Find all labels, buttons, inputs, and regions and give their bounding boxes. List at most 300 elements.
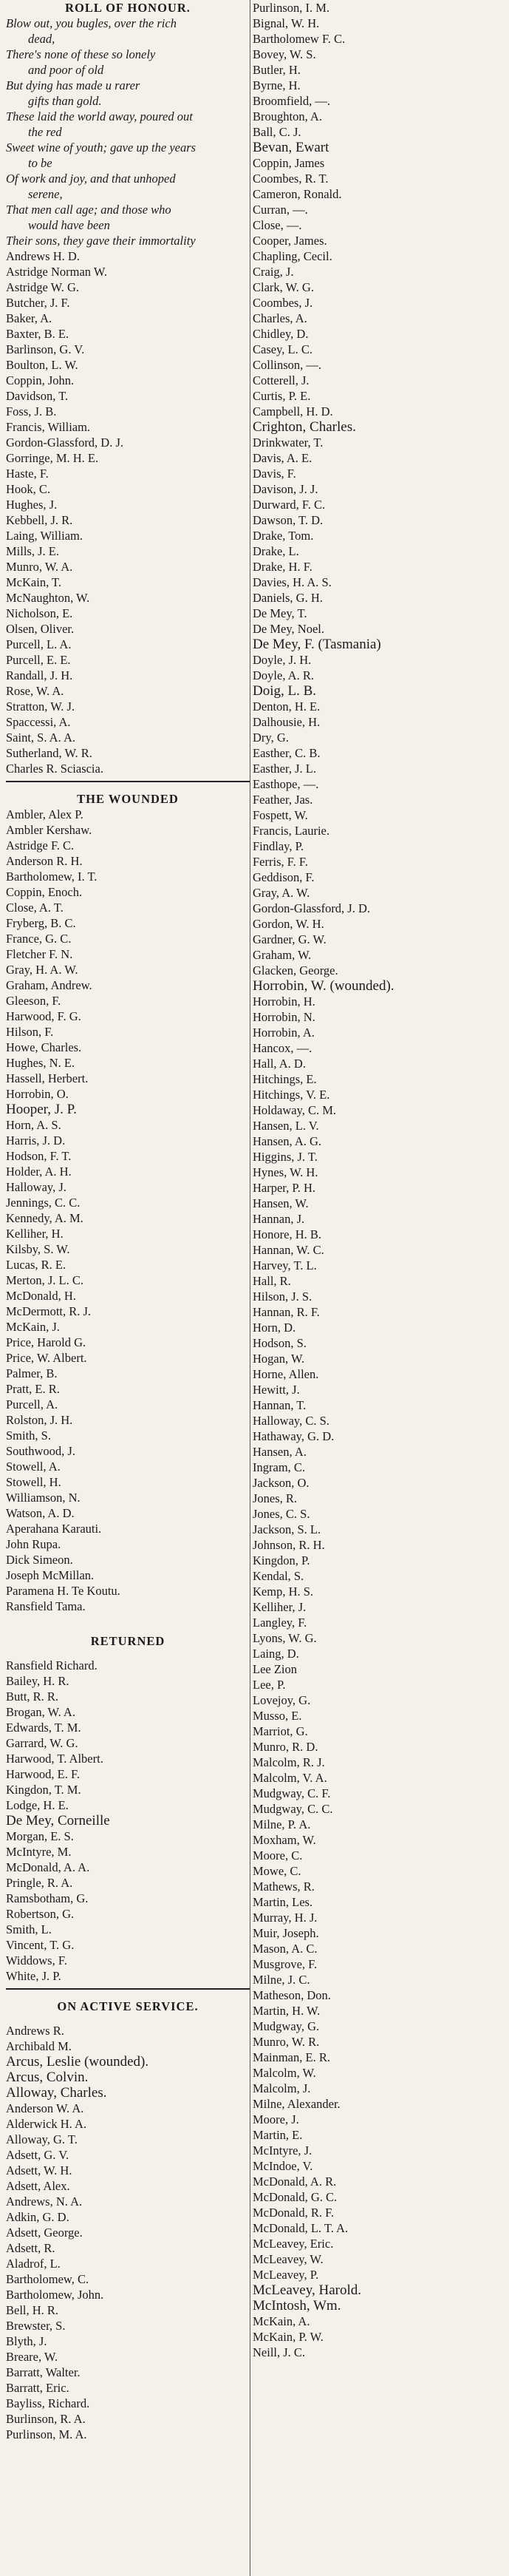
name-entry: Hathaway, G. D.	[253, 1429, 335, 1443]
name-entry: Saint, S. A. A.	[6, 731, 75, 745]
name-entry: Close, A. T.	[6, 901, 64, 915]
name-entry: Robertson, G.	[6, 1907, 75, 1921]
name-entry: Ransfield Tama.	[6, 1599, 86, 1613]
roll-of-honour-heading: ROLL OF HONOUR.	[65, 1, 191, 15]
name-entry: Easthope, —.	[253, 777, 319, 791]
name-entry: Horrobin, W. (wounded).	[253, 978, 394, 994]
poem-line: to be	[28, 156, 52, 170]
name-entry: McKain, P. W.	[253, 2330, 324, 2344]
name-entry: Halloway, J.	[6, 1180, 66, 1194]
name-entry: Merton, J. L. C.	[6, 1273, 83, 1287]
name-entry: Ferris, F. F.	[253, 855, 308, 869]
name-entry: McLeavey, P.	[253, 2268, 319, 2282]
name-entry: McIndoe, V.	[253, 2159, 313, 2173]
name-entry: Davis, F.	[253, 467, 296, 481]
name-entry: Jones, R.	[253, 1491, 298, 1505]
name-entry: Purcell, L. A.	[6, 637, 72, 651]
name-entry: McNaughton, W.	[6, 591, 90, 605]
name-entry: Malcolm, V. A.	[253, 1771, 327, 1785]
name-entry: Smith, S.	[6, 1428, 51, 1443]
name-entry: Hannan, R. F.	[253, 1305, 320, 1319]
poem-line: Sweet wine of youth; gave up the years	[6, 140, 197, 155]
name-entry: Craig, J.	[253, 265, 294, 279]
name-entry: Olsen, Oliver.	[6, 622, 75, 636]
name-entry: Milne, Alexander.	[253, 2097, 341, 2111]
name-entry: Drake, H. F.	[253, 560, 312, 574]
name-entry: Jennings, C. C.	[6, 1196, 81, 1210]
name-entry: De Mey, Corneille	[6, 1813, 110, 1828]
name-entry: Holder, A. H.	[6, 1165, 72, 1179]
name-entry: Garrard, W. G.	[6, 1736, 78, 1750]
name-entry: Gorringe, M. H. E.	[6, 451, 99, 465]
name-entry: Bartholomew, John.	[6, 2288, 104, 2302]
name-entry: Pringle, R. A.	[6, 1876, 73, 1890]
name-entry: Hogan, W.	[253, 1352, 305, 1366]
name-entry: Rose, W. A.	[6, 684, 64, 698]
name-entry: Mason, A. C.	[253, 1942, 318, 1956]
name-entry: McIntyre, J.	[253, 2143, 312, 2158]
name-entry: McDonald, G. C.	[253, 2190, 338, 2204]
poem-line: Of work and joy, and that unhoped	[6, 172, 176, 186]
name-entry: Hall, A. D.	[253, 1057, 306, 1071]
name-entry: Lovejoy, G.	[253, 1693, 311, 1707]
name-entry: Adsett, R.	[6, 2241, 55, 2255]
name-entry: Stratton, W. J.	[6, 699, 75, 714]
name-entry: Gray, H. A. W.	[6, 963, 78, 977]
name-entry: Lee Zion	[253, 1662, 298, 1676]
name-entry: Mowe, C.	[253, 1864, 301, 1878]
name-entry: Bartholomew, I. T.	[6, 870, 98, 884]
spacer	[6, 2014, 250, 2023]
name-entry: Holdaway, C. M.	[253, 1103, 337, 1117]
name-entry: Stowell, A.	[6, 1460, 61, 1474]
name-entry: Feather, Jas.	[253, 793, 313, 807]
name-entry: Ambler, Alex P.	[6, 807, 83, 821]
name-entry: Malcolm, R. J.	[253, 1755, 325, 1769]
section-rule	[6, 1988, 250, 1990]
name-entry: McKain, J.	[6, 1320, 60, 1334]
name-entry: Anderson W. A.	[6, 2101, 84, 2115]
name-entry: Denton, H. E.	[253, 699, 321, 714]
name-entry: Hancox, —.	[253, 1041, 312, 1055]
name-entry: Crighton, Charles.	[253, 419, 356, 435]
name-entry: Milne, P. A.	[253, 1817, 311, 1831]
name-entry: Purlinson, I. M.	[253, 1, 330, 15]
name-entry: Horrobin, H.	[253, 994, 315, 1009]
name-entry: Durward, F. C.	[253, 498, 326, 512]
name-entry: Drake, L.	[253, 544, 299, 558]
name-entry: Horne, Allen.	[253, 1367, 319, 1381]
name-entry: McLeavey, Harold.	[253, 2282, 362, 2298]
name-entry: Hodson, F. T.	[6, 1149, 72, 1163]
name-entry: Moore, J.	[253, 2112, 299, 2126]
name-entry: Baxter, B. E.	[6, 327, 69, 341]
name-entry: Blyth, J.	[6, 2334, 47, 2348]
name-entry: Casey, L. C.	[253, 342, 312, 356]
name-entry: Purcell, E. E.	[6, 653, 71, 667]
name-entry: Widdows, F.	[6, 1953, 67, 1967]
name-entry: Bailey, H. R.	[6, 1674, 69, 1688]
name-entry: Stowell, H.	[6, 1475, 61, 1489]
name-entry: Andrews H. D.	[6, 249, 80, 263]
name-entry: Dawson, T. D.	[253, 513, 324, 527]
name-entry: Hooper, J. P.	[6, 1102, 77, 1117]
name-entry: Moore, C.	[253, 1848, 303, 1862]
name-entry: Nicholson, E.	[6, 606, 73, 620]
name-entry: Graham, Andrew.	[6, 978, 92, 992]
name-entry: Kennedy, A. M.	[6, 1211, 83, 1225]
name-entry: Neill, J. C.	[253, 2345, 306, 2359]
name-entry: Byrne, H.	[253, 78, 301, 92]
name-entry: Hitchings, V. E.	[253, 1088, 330, 1102]
name-entry: Kilsby, S. W.	[6, 1242, 70, 1256]
name-entry: Haste, F.	[6, 467, 49, 481]
name-entry: Adsett, Alex.	[6, 2179, 70, 2193]
poem-line: serene,	[28, 187, 63, 201]
name-entry: Spaccessi, A.	[6, 715, 71, 729]
name-entry: Dalhousie, H.	[253, 715, 321, 729]
name-entry: McDermott, R. J.	[6, 1304, 92, 1318]
name-entry: Martin, H. W.	[253, 2004, 321, 2018]
name-entry: McIntosh, Wm.	[253, 2298, 341, 2314]
name-entry: Brewster, S.	[6, 2319, 66, 2333]
name-entry: Kebbell, J. R.	[6, 513, 73, 527]
name-entry: Davison, J. J.	[253, 482, 318, 496]
name-entry: Alloway, G. T.	[6, 2132, 78, 2146]
name-entry: Malcolm, J.	[253, 2081, 311, 2095]
name-entry: Drake, Tom.	[253, 529, 314, 543]
name-entry: Laing, William.	[6, 529, 83, 543]
name-entry: Lyons, W. G.	[253, 1631, 317, 1645]
name-entry: Dry, G.	[253, 731, 289, 745]
name-entry: Hassell, Herbert.	[6, 1071, 89, 1085]
name-entry: Mudgway, G.	[253, 2019, 320, 2033]
name-entry: Broomfield, —.	[253, 94, 330, 108]
spacer	[6, 1614, 250, 1633]
name-entry: Baker, A.	[6, 311, 52, 325]
name-entry: Coombes, J.	[253, 296, 313, 310]
name-entry: Gleeson, F.	[6, 994, 61, 1008]
name-entry: John Rupa.	[6, 1537, 61, 1551]
wounded-heading: THE WOUNDED	[77, 792, 179, 806]
name-entry: De Mey, Noel.	[253, 622, 324, 636]
poem-line: dead,	[28, 32, 55, 46]
name-entry: Close, —.	[253, 218, 302, 232]
name-entry: Ramsbotham, G.	[6, 1891, 89, 1905]
name-entry: Jones, C. S.	[253, 1507, 310, 1521]
name-entry: Hughes, J.	[6, 498, 58, 512]
name-entry: Broughton, A.	[253, 109, 322, 123]
name-entry: Campbell, H. D.	[253, 404, 333, 418]
name-entry: Martin, E.	[253, 2128, 303, 2142]
name-entry: Munro, R. D.	[253, 1740, 318, 1754]
poem-line: That men call age; and those who	[6, 203, 171, 217]
name-entry: Bartholomew, C.	[6, 2272, 89, 2286]
name-entry: Barratt, Eric.	[6, 2381, 69, 2395]
name-entry: Andrews, N. A.	[6, 2194, 83, 2209]
name-entry: Gordon-Glassford, D. J.	[6, 435, 124, 450]
name-entry: Findlay, P.	[253, 839, 304, 853]
name-entry: McLeavey, W.	[253, 2252, 324, 2266]
name-entry: Hannan, J.	[253, 1212, 305, 1226]
name-entry: Lee, P.	[253, 1678, 286, 1692]
name-entry: Butcher, J. F.	[6, 296, 70, 310]
name-entry: Gardner, G. W.	[253, 932, 327, 946]
name-entry: Astridge W. G.	[6, 280, 79, 294]
name-entry: Honore, H. B.	[253, 1227, 322, 1241]
name-entry: Bovey, W. S.	[253, 47, 316, 61]
name-entry: Gordon-Glassford, J. D.	[253, 901, 371, 915]
name-entry: Pratt, E. R.	[6, 1382, 60, 1396]
name-entry: Anderson R. H.	[6, 854, 83, 868]
poem-line: Their sons, they gave their immortality	[6, 234, 196, 248]
poem-line: and poor of old	[28, 63, 104, 77]
name-entry: Astridge F. C.	[6, 838, 75, 853]
name-entry: Easther, C. B.	[253, 746, 321, 760]
name-entry: Harper, P. H.	[253, 1181, 316, 1195]
name-entry: Musso, E.	[253, 1709, 302, 1723]
name-entry: Jackson, O.	[253, 1476, 310, 1490]
name-entry: Doyle, J. H.	[253, 653, 312, 667]
name-entry: Daniels, G. H.	[253, 591, 323, 605]
returned-heading: RETURNED	[90, 1634, 165, 1648]
name-entry: McLeavey, Eric.	[253, 2237, 334, 2251]
name-entry: Foss, J. B.	[6, 404, 57, 418]
name-entry: Kingdon, T. M.	[6, 1783, 81, 1797]
name-entry: Fryberg, B. C.	[6, 916, 76, 930]
name-entry: Muir, Joseph.	[253, 1926, 319, 1940]
name-entry: Graham, W.	[253, 948, 312, 962]
name-entry: Kingdon, P.	[253, 1553, 310, 1567]
name-entry: Southwood, J.	[6, 1444, 75, 1458]
right-column	[253, 0, 504, 2576]
name-entry: Barlinson, G. V.	[6, 342, 85, 356]
name-entry: Cameron, Ronald.	[253, 187, 342, 201]
name-entry: Harwood, T. Albert.	[6, 1752, 103, 1766]
name-entry: Horrobin, A.	[253, 1026, 315, 1040]
poem-line: There's none of these so lonely	[6, 47, 156, 61]
name-entry: Munro, W. R.	[253, 2035, 320, 2049]
name-entry: Horrobin, N.	[253, 1010, 315, 1024]
name-entry: Harris, J. D.	[6, 1133, 66, 1148]
name-entry: Bartholomew F. C.	[253, 32, 346, 46]
name-entry: McDonald, A. R.	[253, 2175, 337, 2189]
name-entry: Price, Harold G.	[6, 1335, 86, 1349]
name-entry: McKain, A.	[253, 2314, 310, 2328]
name-entry: Mudgway, C. C.	[253, 1802, 333, 1816]
name-entry: Harvey, T. L.	[253, 1258, 317, 1272]
name-entry: Coppin, John.	[6, 373, 75, 387]
name-entry: Charles, A.	[253, 311, 307, 325]
name-entry: Hook, C.	[6, 482, 51, 496]
name-entry: Edwards, T. M.	[6, 1721, 81, 1735]
name-entry: De Mey, T.	[253, 606, 307, 620]
name-entry: McIntyre, M.	[6, 1845, 72, 1859]
name-entry: Alderwick H. A.	[6, 2117, 87, 2131]
name-entry: Malcolm, W.	[253, 2066, 316, 2080]
name-entry: Doyle, A. R.	[253, 668, 314, 682]
name-entry: Adkin, G. D.	[6, 2210, 69, 2224]
name-entry: Kendal, S.	[253, 1569, 304, 1583]
name-entry: McDonald, A. A.	[6, 1860, 90, 1874]
name-entry: Brogan, W. A.	[6, 1705, 75, 1719]
name-entry: Johnson, R. H.	[253, 1538, 325, 1552]
name-entry: Vincent, T. G.	[6, 1938, 75, 1952]
name-entry: Coppin, James	[253, 156, 325, 170]
name-entry: Mills, J. E.	[6, 544, 59, 558]
name-entry: Hansen, L. V.	[253, 1119, 319, 1133]
name-entry: Purlinson, M. A.	[6, 2427, 87, 2441]
name-entry: Hannan, T.	[253, 1398, 307, 1412]
name-entry: Boulton, L. W.	[6, 358, 78, 372]
name-entry: Bayliss, Richard.	[6, 2396, 90, 2410]
name-entry: Chapling, Cecil.	[253, 249, 332, 263]
spacer	[6, 1649, 250, 1658]
name-entry: Harwood, F. G.	[6, 1009, 81, 1023]
name-entry: Cotterell, J.	[253, 373, 310, 387]
name-entry: Geddison, F.	[253, 870, 315, 884]
name-entry: Rolston, J. H.	[6, 1413, 73, 1427]
name-entry: Cooper, James.	[253, 234, 327, 248]
name-entry: Gordon, W. H.	[253, 917, 324, 931]
name-entry: De Mey, F. (Tasmania)	[253, 637, 381, 652]
name-entry: Watson, A. D.	[6, 1506, 75, 1520]
name-entry: Aladrof, L.	[6, 2257, 61, 2271]
name-entry: Adsett, George.	[6, 2226, 83, 2240]
name-entry: Lodge, H. E.	[6, 1798, 69, 1812]
name-entry: Arcus, Colvin.	[6, 2070, 89, 2085]
name-entry: Astridge Norman W.	[6, 265, 108, 279]
name-entry: Kelliher, J.	[253, 1600, 307, 1614]
name-entry: Kemp, H. S.	[253, 1584, 314, 1599]
name-entry: Archibald M.	[6, 2039, 72, 2053]
name-entry: Collinson, —.	[253, 358, 322, 372]
name-entry: Halloway, C. S.	[253, 1414, 329, 1428]
name-entry: Milne, J. C.	[253, 1973, 310, 1987]
name-entry: Langley, F.	[253, 1616, 307, 1630]
name-entry: Higgins, J. T.	[253, 1150, 318, 1164]
name-entry: McDonald, L. T. A.	[253, 2221, 349, 2235]
name-entry: France, G. C.	[6, 932, 72, 946]
name-entry: Gray, A. W.	[253, 886, 310, 900]
name-entry: Smith, L.	[6, 1922, 52, 1936]
name-entry: Davies, H. A. S.	[253, 575, 332, 589]
name-entry: Matheson, Don.	[253, 1988, 331, 2002]
name-entry: Bell, H. R.	[6, 2303, 59, 2317]
poem-line: gifts than gold.	[28, 94, 102, 108]
name-entry: Purcell, A.	[6, 1397, 58, 1411]
name-entry: Joseph McMillan.	[6, 1568, 95, 1582]
name-entry: Doig, L. B.	[253, 683, 317, 699]
poem-line: would have been	[28, 218, 110, 232]
name-entry: Morgan, E. S.	[6, 1829, 74, 1843]
name-entry: Arcus, Leslie (wounded).	[6, 2054, 149, 2070]
name-entry: Easther, J. L.	[253, 762, 316, 776]
name-entry: Hitchings, E.	[253, 1072, 317, 1086]
name-entry: Paramena H. Te Koutu.	[6, 1584, 120, 1598]
name-entry: Munro, W. A.	[6, 560, 73, 574]
name-entry: Harwood, E. F.	[6, 1767, 80, 1781]
name-entry: Adsett, G. V.	[6, 2148, 69, 2162]
name-entry: Chidley, D.	[253, 327, 309, 341]
name-entry: Bignal, W. H.	[253, 16, 320, 30]
name-entry: Hilson, F.	[6, 1025, 54, 1039]
name-entry: Hannan, W. C.	[253, 1243, 324, 1257]
name-entry: Coppin, Enoch.	[6, 885, 83, 899]
name-entry: Alloway, Charles.	[6, 2085, 107, 2101]
name-entry: Davis, A. E.	[253, 451, 312, 465]
name-entry: Hall, R.	[253, 1274, 291, 1288]
name-entry: Hodson, S.	[253, 1336, 307, 1350]
name-entry: Fospett, W.	[253, 808, 308, 822]
name-entry: Musgrove, F.	[253, 1957, 318, 1971]
name-entry: Ambler Kershaw.	[6, 823, 92, 837]
name-entry: Mudgway, C. F.	[253, 1786, 331, 1800]
name-entry: Bevan, Ewart	[253, 140, 329, 155]
name-entry: Randall, J. H.	[6, 668, 73, 682]
name-entry: Laing, D.	[253, 1647, 299, 1661]
name-entry: Hilson, J. S.	[253, 1289, 312, 1304]
name-entry: Palmer, B.	[6, 1366, 58, 1380]
name-entry: Hynes, W. H.	[253, 1165, 318, 1179]
name-entry: Kelliher, H.	[6, 1227, 64, 1241]
name-entry: Francis, William.	[6, 420, 91, 434]
name-entry: Ingram, C.	[253, 1460, 306, 1474]
name-entry: Davidson, T.	[6, 389, 69, 403]
poem-line: These laid the world away, poured out	[6, 109, 193, 123]
name-entry: Adsett, W. H.	[6, 2163, 72, 2177]
name-entry: Mathews, R.	[253, 1880, 315, 1894]
name-entry: Jackson, S. L.	[253, 1522, 321, 1536]
name-entry: Hansen, A. G.	[253, 1134, 322, 1148]
name-entry: Martin, Les.	[253, 1895, 313, 1909]
name-entry: Hughes, N. E.	[6, 1056, 75, 1070]
name-entry: Aperahana Karauti.	[6, 1522, 102, 1536]
poem-line: the red	[28, 125, 62, 139]
name-entry: Glacken, George.	[253, 963, 338, 977]
active-service-heading: ON ACTIVE SERVICE.	[57, 1999, 199, 2013]
name-entry: Curran, —.	[253, 203, 308, 217]
name-entry: Horrobin, O.	[6, 1087, 69, 1101]
name-entry: Hansen, W.	[253, 1196, 309, 1210]
name-entry: Dick Simeon.	[6, 1553, 73, 1567]
name-entry: Coombes, R. T.	[253, 172, 329, 186]
name-entry: Moxham, W.	[253, 1833, 316, 1847]
name-entry: Sutherland, W. R.	[6, 746, 92, 760]
name-entry: Breare, W.	[6, 2350, 58, 2364]
poem-line: Blow out, you bugles, over the rich	[6, 16, 177, 30]
name-entry: Marriot, G.	[253, 1724, 308, 1738]
name-entry: Ball, C. J.	[253, 125, 301, 139]
name-entry: Butt, R. R.	[6, 1689, 59, 1704]
name-entry: Clark, W. G.	[253, 280, 314, 294]
name-entry: Lucas, R. E.	[6, 1258, 66, 1272]
name-entry: Fletcher F. N.	[6, 947, 73, 961]
name-entry: McDonald, R. F.	[253, 2206, 335, 2220]
name-entry: McKain, T.	[6, 575, 61, 589]
name-entry: Curtis, P. E.	[253, 389, 311, 403]
left-column	[6, 0, 250, 2576]
name-entry: Murray, H. J.	[253, 1911, 318, 1925]
name-entry: Francis, Laurie.	[253, 824, 330, 838]
name-entry: Williamson, N.	[6, 1491, 81, 1505]
name-entry: McDonald, H.	[6, 1289, 76, 1303]
name-entry: Ransfield Richard.	[6, 1658, 98, 1672]
name-entry: Horn, A. S.	[6, 1118, 61, 1132]
name-entry: Andrews R.	[6, 2024, 64, 2038]
name-entry: Hewitt, J.	[253, 1383, 300, 1397]
poem-line: But dying has made u rarer	[6, 78, 140, 92]
